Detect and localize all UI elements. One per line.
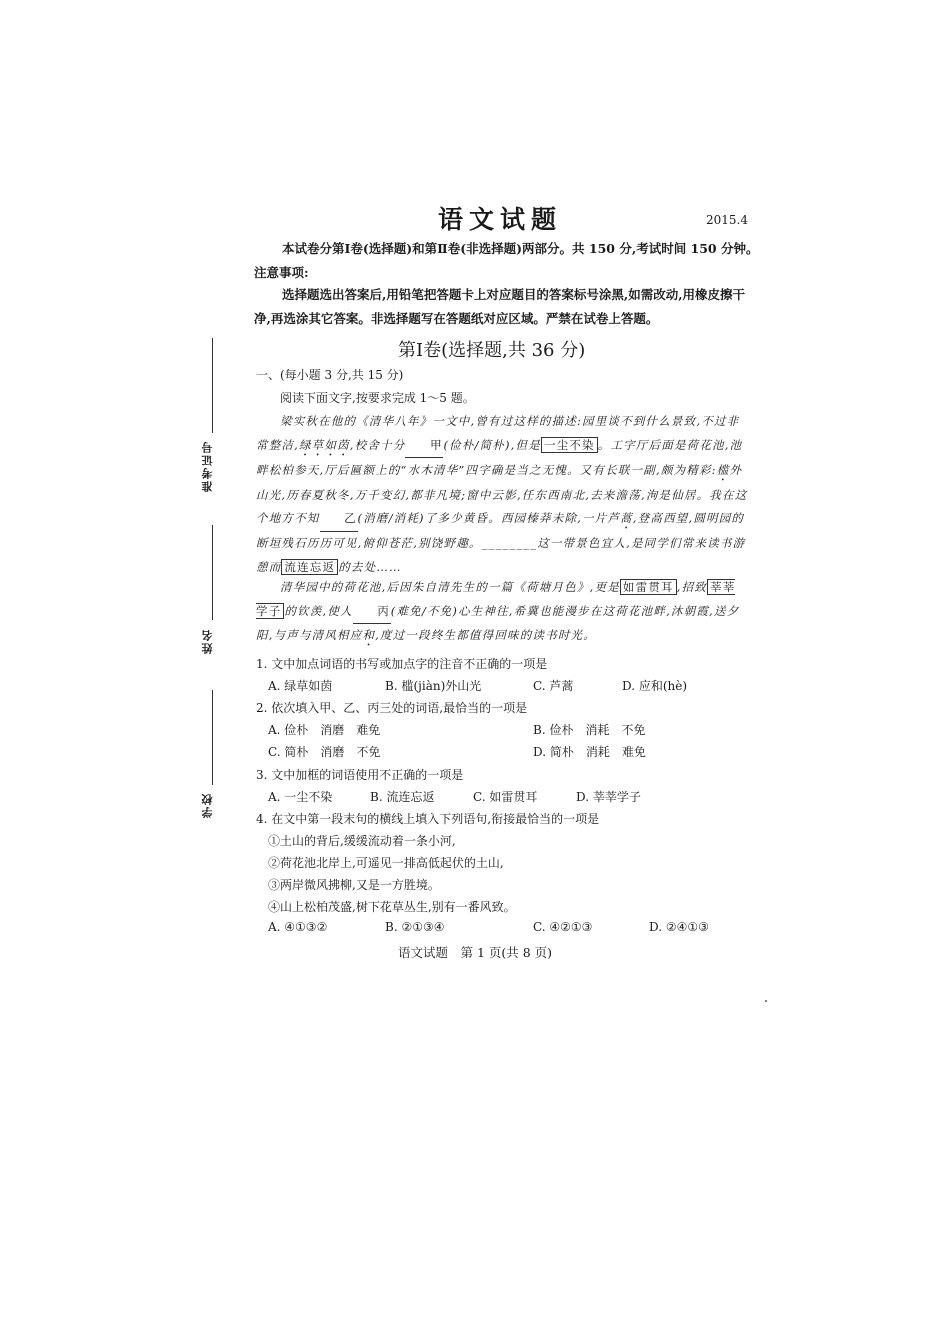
question-4-sentence-2: ②荷花池北岸上,可遥见一排高低起伏的土山,: [268, 856, 504, 870]
blank-yi: 乙: [320, 507, 358, 532]
question-4-option-b: B. ②①③④: [385, 920, 445, 934]
notice-text: 选择题选出答案后,用铅笔把答题卡上对应题目的答案标号涂黑,如需改动,用橡皮擦干净,再选涂其它答案。非选择题写在答题纸对应区域。严禁在试卷上答题。: [254, 287, 746, 326]
part-one-heading: 一、(每小题 3 分,共 15 分): [256, 368, 404, 382]
passage-paragraph-1: [256, 410, 748, 579]
passage-text: (消磨/消耗)了多少黄昏。西园榛莽未除,一片芦: [357, 511, 621, 525]
passage-text: 的去处……: [338, 559, 402, 574]
passage-text: 梁实秋在他的《清华八年》一文中,曾有过这样的描述:园里谈不到什么景致,不过非常整洁,: [256, 414, 740, 452]
passage-text: 清华园中的荷花池,后因朱自清先生的一篇《荷塘月色》,更是: [280, 580, 620, 594]
passage-text: 。工字厅后面是荷花池,池畔松柏参天,厅后匾额上的“水木清华”四字确是当之无愧。又有长联一副,颇为精彩:: [256, 437, 743, 477]
boxed-word: 莘莘学子: [256, 580, 736, 618]
question-1-option-c: C. 芦蒿: [533, 679, 574, 693]
question-2-option-a: A. 俭朴 消磨 难免: [268, 723, 381, 737]
question-3-option-a: A. 一尘不染: [268, 790, 333, 804]
passage-text: (难免/不免)心生神往,希冀也能漫步在这荷花池畔,沐朝霞,送夕阳,与声与清风相应: [256, 603, 740, 642]
page-footer: 语文试题 第 1 页(共 8 页): [398, 945, 553, 960]
question-4-sentence-3: ③两岸微风拂柳,又是一方胜境。: [268, 878, 440, 892]
question-2-stem: 2. 依次填入甲、乙、丙三处的词语,最恰当的一项是: [256, 701, 528, 715]
name-line: [212, 525, 213, 620]
passage-text: ,登高西望,圆明园的断垣残石历历可见,俯仰苍茫,别饶野趣。________这一带景色宜人,是同学们常来读书游憩而: [256, 511, 746, 574]
passage-text: 外山光,历春夏秋冬,万千变幻,都非凡境;窗中云影,任东西南北,去来澹荡,洵是仙居。我在这个地方不知: [256, 462, 748, 525]
question-1-option-a: A. 绿草如茵: [268, 679, 333, 693]
exam-intro: 本试卷分第Ⅰ卷(选择题)和第Ⅱ卷(非选择题)两部分。共 150 分,考试时间 150 分钟。: [282, 241, 759, 256]
dotted-word: 蒿: [620, 511, 633, 525]
dotted-word: 槛: [716, 462, 730, 477]
question-4-sentence-4: ④山上松柏茂盛,树下花草丛生,别有一番风致。: [268, 900, 516, 914]
question-1-stem: 1. 文中加点词语的书写或加点字的注音不正确的一项是: [256, 657, 548, 671]
school-line: [212, 690, 213, 785]
question-4-sentence-1: ①土山的背后,缓缓流动着一条小河,: [268, 834, 456, 848]
question-3-option-c: C. 如雷贯耳: [473, 790, 538, 804]
question-3-option-b: B. 流连忘返: [370, 790, 435, 804]
passage-text: (俭朴/简朴),但是: [443, 437, 541, 452]
boxed-word: 流连忘返: [281, 559, 338, 575]
exam-id-line: [212, 338, 213, 433]
question-1-option-d: D. 应和(hè): [622, 679, 688, 693]
dotted-word: 和: [362, 628, 376, 642]
dotted-word: 绿草如茵: [298, 437, 350, 452]
question-3-option-d: D. 莘莘学子: [576, 790, 641, 804]
question-4-option-a: A. ④①③②: [268, 920, 328, 934]
passage-text: ,度过一段终生都值得回味的读书时光。: [375, 628, 596, 642]
blank-jia: 甲: [405, 434, 443, 459]
question-2-option-d: D. 简朴 消耗 难免: [533, 745, 646, 759]
scan-speck: [765, 1000, 767, 1002]
question-2-option-c: C. 简朴 消磨 不免: [268, 745, 381, 759]
boxed-word: 如雷贯耳: [620, 579, 677, 595]
question-2-option-b: B. 俭朴 消耗 不免: [533, 723, 646, 737]
question-4-option-d: D. ②④①③: [649, 920, 709, 934]
question-4-stem: 4. 在文中第一段末句的横线上填入下列语句,衔接最恰当的一项是: [256, 812, 600, 826]
section-title: 第Ⅰ卷(选择题,共 36 分): [398, 340, 586, 361]
exam-id-label: 准考证号: [201, 440, 214, 492]
reading-instruction: 阅读下面文字,按要求完成 1～5 题。: [280, 391, 475, 405]
boxed-word: 一尘不染: [541, 437, 598, 453]
notice-label: 注意事项:: [254, 265, 309, 280]
exam-date: 2015.4: [706, 213, 748, 227]
passage-text: ,招致: [676, 580, 707, 594]
question-3-stem: 3. 文中加框的词语使用不正确的一项是: [256, 768, 464, 782]
question-4-option-c: C. ④②①③: [533, 920, 593, 934]
passage-paragraph-2: [256, 576, 748, 649]
passage-text: 的钦羡,使人: [284, 603, 353, 618]
name-label: 姓名: [201, 628, 214, 654]
school-label: 学校: [201, 792, 214, 818]
question-1-option-b: B. 槛(jiàn)外山光: [385, 679, 482, 693]
blank-bing: 丙: [353, 600, 391, 625]
passage-text: ,校舍十分: [349, 437, 406, 452]
exam-title: 语文试题: [438, 205, 563, 234]
